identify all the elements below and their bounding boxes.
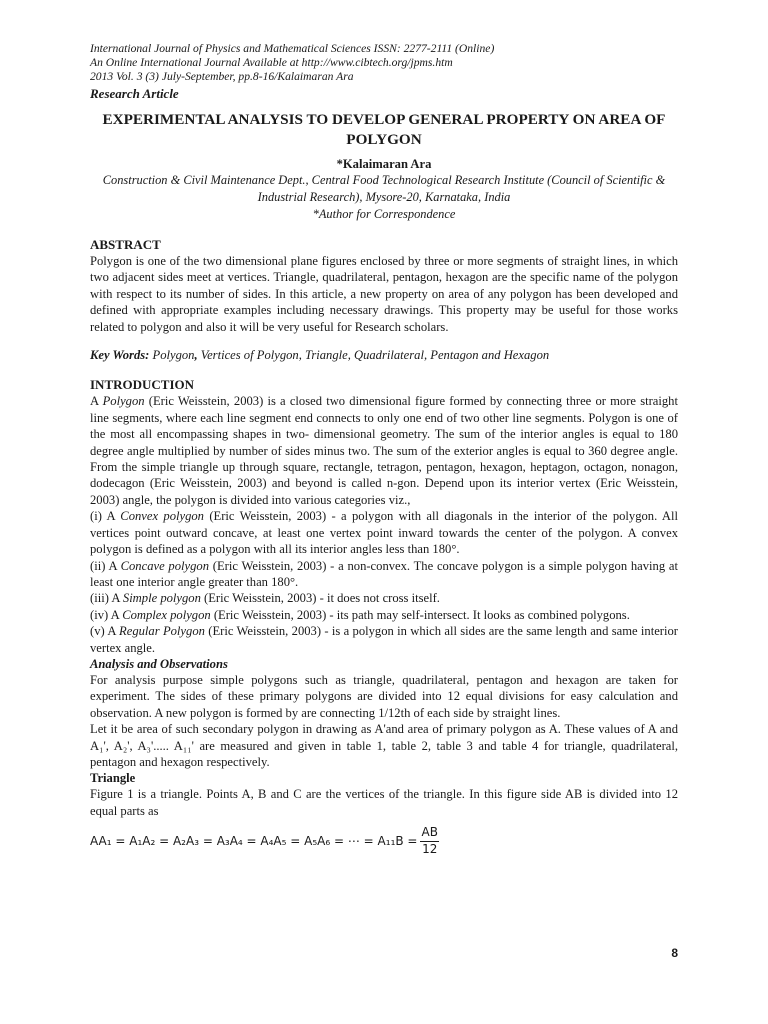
author-affiliation: Construction & Civil Maintenance Dept., Central Food Technological Research Institute (Council of Scientific & Industrial Research), Mysore-20, Karnataka, India	[102, 173, 666, 204]
fraction-denominator: 12	[422, 842, 438, 857]
item-prefix: (iv) A	[90, 607, 123, 622]
triangle-heading: Triangle	[90, 771, 136, 786]
polygon-type-item	[90, 623, 678, 656]
item-prefix: (v) A	[90, 624, 120, 639]
item-prefix: (i) A	[90, 509, 121, 524]
polygon-type-item	[90, 590, 678, 606]
analysis-paragraph-1: For analysis purpose simple polygons such as triangle, quadrilateral, pentagon and hexagon are taken for experiment. The sides of these primary polygons are divided into 12 equal divisions for easy calculation and observation. A new polygon is formed by are connecting 1/12th of each side by straight lines.	[90, 672, 678, 720]
division-equation	[90, 825, 678, 857]
item-term: Complex polygon	[122, 607, 211, 622]
abstract-heading: ABSTRACT	[90, 237, 161, 252]
analysis-paragraph-2: Let it be area of such secondary polygon in drawing as A'and area of primary polygon as A. These values of A and A₁', A₂', A₃'..... A₁₁' are measured and given in table 1, table 2, table 3 and table 4 for triangle, quadrilateral, pentagon and hexagon respectively.	[90, 722, 678, 769]
journal-header-line-2: An Online International Journal Available at http://www.cibtech.org/jpms.htm	[90, 56, 453, 69]
item-text: (Eric Weisstein, 2003) - is a polygon in which all sides are the same length and same interior vertex angle.	[90, 624, 678, 655]
intro-term-polygon: Polygon	[102, 394, 145, 409]
item-term: Simple polygon	[122, 591, 201, 606]
journal-header	[90, 42, 678, 84]
intro-text-b: (Eric Weisstein, 2003) is a closed two dimensional figure formed by connecting three or more straight line segments, where each line segment end connects to only one end of two other line segments. Polygon is one of the most all encompassing shapes in two- dimensional geometry. The sum of the interior angles is equal to 180 degree angle multiplied by number of sides minus two. The sum of the exterior angles is equal to 360 degree angle. From the simple triangle up through square, rectangle, tetragon, pentagon, hexagon, heptagon, octagon, nonagon, dodecagon (Eric Weisstein, 2003) and beyond is called n-gon. Depend upon its interior vertex (Eric Weisstein, 2003) angle, the polygon is divided into various categories viz.,	[90, 394, 678, 507]
keywords-label: Key Words:	[90, 348, 150, 363]
introduction-heading: INTRODUCTION	[90, 377, 195, 393]
paper-title: EXPERIMENTAL ANALYSIS TO DEVELOP GENERAL PROPERTY ON AREA OF POLYGON	[102, 111, 666, 148]
keyword-separator: ,	[194, 348, 198, 363]
journal-header-line-3: 2013 Vol. 3 (3) July-September, pp.8-16/Kalaimaran Ara	[90, 70, 354, 83]
correspondence-note: *Author for Correspondence	[312, 207, 456, 221]
keyword-first: Polygon	[149, 348, 195, 363]
polygon-type-item	[90, 607, 678, 623]
journal-header-line-1: International Journal of Physics and Mathematical Sciences ISSN: 2277-2111 (Online)	[90, 42, 495, 55]
item-text: (Eric Weisstein, 2003) - a non-convex. The concave polygon is a simple polygon having at least one interior angle greater than 180°.	[90, 558, 679, 589]
keywords-rest: Vertices of Polygon, Triangle, Quadrilateral, Pentagon and Hexagon	[197, 348, 550, 363]
item-prefix: (iii) A	[90, 591, 123, 606]
analysis-heading: Analysis and Observations	[90, 656, 228, 671]
author-name: *Kalaimaran Ara	[336, 157, 432, 171]
intro-text-a: A	[90, 394, 103, 409]
item-term: Regular Polygon	[119, 624, 205, 639]
triangle-paragraph: Figure 1 is a triangle. Points A, B and C are the vertices of the triangle. In this figure side AB is divided into 12 equal parts as	[90, 787, 678, 818]
item-prefix: (ii) A	[90, 558, 121, 573]
keywords	[90, 347, 678, 363]
fraction-numerator: AB	[420, 825, 438, 842]
polygon-type-item	[90, 558, 678, 591]
item-term: Concave polygon	[120, 558, 210, 573]
equation-lhs: AA₁ = A₁A₂ = A₂A₃ = A₃A₄ = A₄A₅ = A₅A₆ = ⋯ = A₁₁B =	[90, 834, 418, 849]
polygon-type-item	[90, 508, 678, 557]
page-number: 8	[671, 946, 678, 960]
item-term: Convex polygon	[120, 509, 204, 524]
item-text: (Eric Weisstein, 2003) - its path may self-intersect. It looks as combined polygons.	[210, 607, 630, 622]
item-text: (Eric Weisstein, 2003) - it does not cross itself.	[200, 591, 440, 606]
equation-fraction	[420, 825, 438, 857]
introduction-paragraph	[90, 393, 678, 508]
article-type: Research Article	[90, 86, 179, 101]
abstract-text: Polygon is one of the two dimensional plane figures enclosed by three or more segments of straight lines, in which two adjacent sides meet at vertices. Triangle, quadrilateral, pentagon, hexagon are the specific name of the polygon with respect to its number of sides. In this article, a new property on area of any polygon has been developed and defined with appropriate examples including necessary drawings. This property may be useful for those works related to polygon and also it will be very useful for Research scholars.	[90, 254, 678, 334]
item-text: (Eric Weisstein, 2003) - a polygon with all diagonals in the interior of the polygon. All vertices point outward concave, at least one vertex point inward towards the center of the polygon. A convex polygon is defined as a polygon with all its interior angles less than 180°.	[90, 509, 678, 557]
